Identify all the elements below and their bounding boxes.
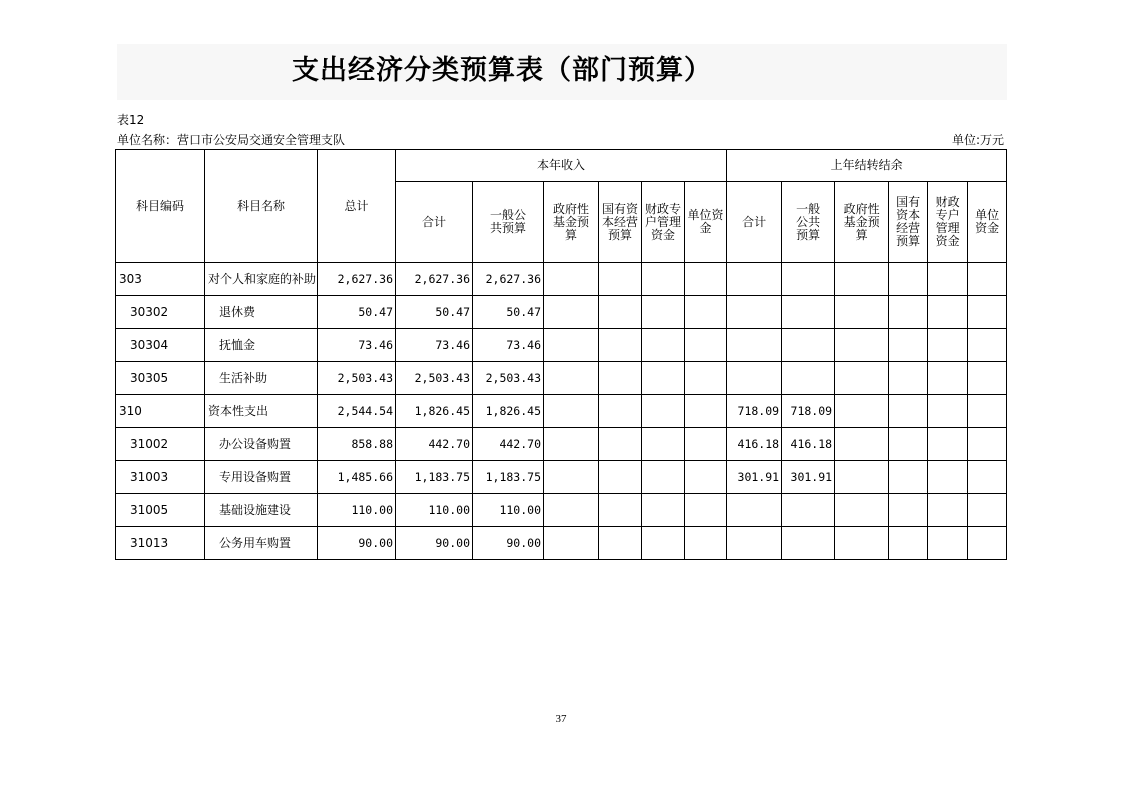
table-number: 表12 — [117, 113, 145, 127]
cell-fiscal-special — [642, 362, 685, 395]
cell-state-capital — [599, 428, 642, 461]
table-row — [116, 296, 1007, 329]
cell-general: 2,627.36 — [473, 263, 544, 296]
cell-gov-fund — [544, 263, 599, 296]
cell-subtotal: 50.47 — [396, 296, 473, 329]
cell-unit-fund — [685, 461, 727, 494]
cell-subtotal: 73.46 — [396, 329, 473, 362]
header-name: 科目名称 — [205, 150, 318, 263]
header-carry-general-budget: 一般公共预算 — [782, 182, 835, 263]
page-number: 37 — [555, 713, 567, 725]
cell-gov-fund — [544, 494, 599, 527]
cell-unit-fund — [685, 395, 727, 428]
cell-unit-fund — [685, 428, 727, 461]
cell-carry-state-capital — [889, 329, 928, 362]
cell-carry-unit-fund — [968, 296, 1007, 329]
cell-carry-general — [782, 362, 835, 395]
cell-carry-fiscal-special — [928, 494, 968, 527]
header-code: 科目编码 — [116, 150, 205, 263]
cell-name: 办公设备购置 — [205, 428, 318, 461]
cell-unit-fund — [685, 362, 727, 395]
cell-total: 73.46 — [318, 329, 396, 362]
cell-carry-general — [782, 527, 835, 560]
cell-carry-gov-fund — [835, 428, 889, 461]
cell-fiscal-special — [642, 494, 685, 527]
cell-carry-general — [782, 296, 835, 329]
cell-carry-unit-fund — [968, 395, 1007, 428]
cell-carry-state-capital — [889, 395, 928, 428]
cell-fiscal-special — [642, 329, 685, 362]
header-gov-fund: 政府性基金预算 — [544, 182, 599, 263]
header-prior-year-carryover: 上年结转结余 — [727, 150, 1007, 182]
cell-carry-gov-fund — [835, 263, 889, 296]
cell-name: 抚恤金 — [205, 329, 318, 362]
cell-general: 442.70 — [473, 428, 544, 461]
header-carry-gov-fund: 政府性基金预算 — [835, 182, 889, 263]
cell-total: 1,485.66 — [318, 461, 396, 494]
cell-carry-unit-fund — [968, 461, 1007, 494]
cell-carry-fiscal-special — [928, 263, 968, 296]
cell-unit-fund — [685, 494, 727, 527]
cell-carry-gov-fund — [835, 362, 889, 395]
cell-carry-gov-fund — [835, 296, 889, 329]
cell-carry-fiscal-special — [928, 428, 968, 461]
cell-code: 30302 — [116, 296, 205, 329]
table-row — [116, 494, 1007, 527]
cell-general: 1,826.45 — [473, 395, 544, 428]
cell-state-capital — [599, 362, 642, 395]
cell-carry-subtotal — [727, 329, 782, 362]
cell-carry-unit-fund — [968, 428, 1007, 461]
cell-state-capital — [599, 527, 642, 560]
cell-carry-fiscal-special — [928, 329, 968, 362]
cell-carry-unit-fund — [968, 527, 1007, 560]
cell-total: 2,627.36 — [318, 263, 396, 296]
cell-name: 生活补助 — [205, 362, 318, 395]
cell-carry-subtotal: 301.91 — [727, 461, 782, 494]
header-general-budget: 一般公共预算 — [473, 182, 544, 263]
cell-carry-subtotal: 416.18 — [727, 428, 782, 461]
cell-carry-state-capital — [889, 494, 928, 527]
cell-carry-unit-fund — [968, 494, 1007, 527]
table-row — [116, 395, 1007, 428]
header-carry-subtotal: 合计 — [727, 182, 782, 263]
cell-fiscal-special — [642, 263, 685, 296]
cell-subtotal: 2,503.43 — [396, 362, 473, 395]
cell-carry-subtotal — [727, 263, 782, 296]
cell-carry-fiscal-special — [928, 461, 968, 494]
budget-table — [115, 149, 1007, 560]
cell-code: 31003 — [116, 461, 205, 494]
cell-general: 1,183.75 — [473, 461, 544, 494]
cell-carry-state-capital — [889, 296, 928, 329]
table-row — [116, 527, 1007, 560]
cell-total: 2,544.54 — [318, 395, 396, 428]
cell-carry-general — [782, 329, 835, 362]
header-state-capital: 国有资本经营预算 — [599, 182, 642, 263]
cell-carry-gov-fund — [835, 494, 889, 527]
cell-name: 对个人和家庭的补助 — [205, 263, 318, 296]
cell-gov-fund — [544, 395, 599, 428]
cell-general: 2,503.43 — [473, 362, 544, 395]
cell-total: 50.47 — [318, 296, 396, 329]
cell-fiscal-special — [642, 527, 685, 560]
cell-subtotal: 2,627.36 — [396, 263, 473, 296]
cell-fiscal-special — [642, 395, 685, 428]
header-total: 总计 — [318, 150, 396, 263]
cell-general: 73.46 — [473, 329, 544, 362]
table-row — [116, 329, 1007, 362]
cell-carry-general: 718.09 — [782, 395, 835, 428]
cell-code: 31013 — [116, 527, 205, 560]
cell-code: 303 — [116, 263, 205, 296]
header-current-year-income: 本年收入 — [396, 150, 727, 182]
table-row — [116, 263, 1007, 296]
cell-subtotal: 442.70 — [396, 428, 473, 461]
cell-state-capital — [599, 263, 642, 296]
cell-fiscal-special — [642, 428, 685, 461]
cell-carry-gov-fund — [835, 329, 889, 362]
cell-unit-fund — [685, 296, 727, 329]
cell-carry-general: 301.91 — [782, 461, 835, 494]
cell-carry-gov-fund — [835, 527, 889, 560]
cell-carry-fiscal-special — [928, 395, 968, 428]
cell-fiscal-special — [642, 296, 685, 329]
header-carry-state-capital: 国有资本经营预算 — [889, 182, 928, 263]
page-title: 支出经济分类预算表（部门预算） — [292, 55, 712, 86]
cell-general: 90.00 — [473, 527, 544, 560]
cell-carry-subtotal — [727, 296, 782, 329]
cell-carry-subtotal: 718.09 — [727, 395, 782, 428]
cell-name: 基础设施建设 — [205, 494, 318, 527]
cell-state-capital — [599, 494, 642, 527]
cell-subtotal: 110.00 — [396, 494, 473, 527]
header-unit-fund: 单位资金 — [685, 182, 727, 263]
cell-carry-unit-fund — [968, 362, 1007, 395]
cell-state-capital — [599, 329, 642, 362]
cell-carry-gov-fund — [835, 395, 889, 428]
cell-carry-state-capital — [889, 362, 928, 395]
cell-name: 退休费 — [205, 296, 318, 329]
cell-code: 31002 — [116, 428, 205, 461]
cell-general: 50.47 — [473, 296, 544, 329]
cell-code: 30305 — [116, 362, 205, 395]
cell-fiscal-special — [642, 461, 685, 494]
cell-carry-state-capital — [889, 461, 928, 494]
cell-gov-fund — [544, 362, 599, 395]
cell-name: 专用设备购置 — [205, 461, 318, 494]
cell-carry-state-capital — [889, 428, 928, 461]
cell-gov-fund — [544, 296, 599, 329]
cell-unit-fund — [685, 329, 727, 362]
cell-carry-general — [782, 494, 835, 527]
cell-name: 公务用车购置 — [205, 527, 318, 560]
unit-name: 单位名称：营口市公安局交通安全管理支队 — [117, 133, 346, 147]
header-subtotal: 合计 — [396, 182, 473, 263]
cell-carry-subtotal — [727, 362, 782, 395]
header-carry-unit-fund: 单位资金 — [968, 182, 1007, 263]
cell-carry-gov-fund — [835, 461, 889, 494]
cell-total: 110.00 — [318, 494, 396, 527]
cell-subtotal: 1,183.75 — [396, 461, 473, 494]
cell-gov-fund — [544, 329, 599, 362]
cell-carry-fiscal-special — [928, 362, 968, 395]
table-row — [116, 461, 1007, 494]
header-carry-fiscal-special: 财政专户管理资金 — [928, 182, 968, 263]
cell-carry-unit-fund — [968, 263, 1007, 296]
cell-carry-state-capital — [889, 527, 928, 560]
cell-general: 110.00 — [473, 494, 544, 527]
cell-carry-subtotal — [727, 527, 782, 560]
cell-carry-unit-fund — [968, 329, 1007, 362]
cell-code: 310 — [116, 395, 205, 428]
cell-unit-fund — [685, 263, 727, 296]
cell-unit-fund — [685, 527, 727, 560]
cell-carry-fiscal-special — [928, 296, 968, 329]
table-row — [116, 362, 1007, 395]
cell-subtotal: 90.00 — [396, 527, 473, 560]
cell-subtotal: 1,826.45 — [396, 395, 473, 428]
cell-carry-subtotal — [727, 494, 782, 527]
cell-gov-fund — [544, 527, 599, 560]
table-row — [116, 428, 1007, 461]
cell-gov-fund — [544, 428, 599, 461]
cell-state-capital — [599, 395, 642, 428]
cell-name: 资本性支出 — [205, 395, 318, 428]
cell-carry-fiscal-special — [928, 527, 968, 560]
unit-label: 单位:万元 — [951, 133, 1004, 147]
cell-code: 30304 — [116, 329, 205, 362]
cell-total: 2,503.43 — [318, 362, 396, 395]
cell-gov-fund — [544, 461, 599, 494]
cell-state-capital — [599, 296, 642, 329]
cell-carry-general — [782, 263, 835, 296]
cell-carry-state-capital — [889, 263, 928, 296]
cell-code: 31005 — [116, 494, 205, 527]
cell-state-capital — [599, 461, 642, 494]
header-fiscal-special: 财政专户管理资金 — [642, 182, 685, 263]
cell-total: 858.88 — [318, 428, 396, 461]
cell-carry-general: 416.18 — [782, 428, 835, 461]
cell-total: 90.00 — [318, 527, 396, 560]
